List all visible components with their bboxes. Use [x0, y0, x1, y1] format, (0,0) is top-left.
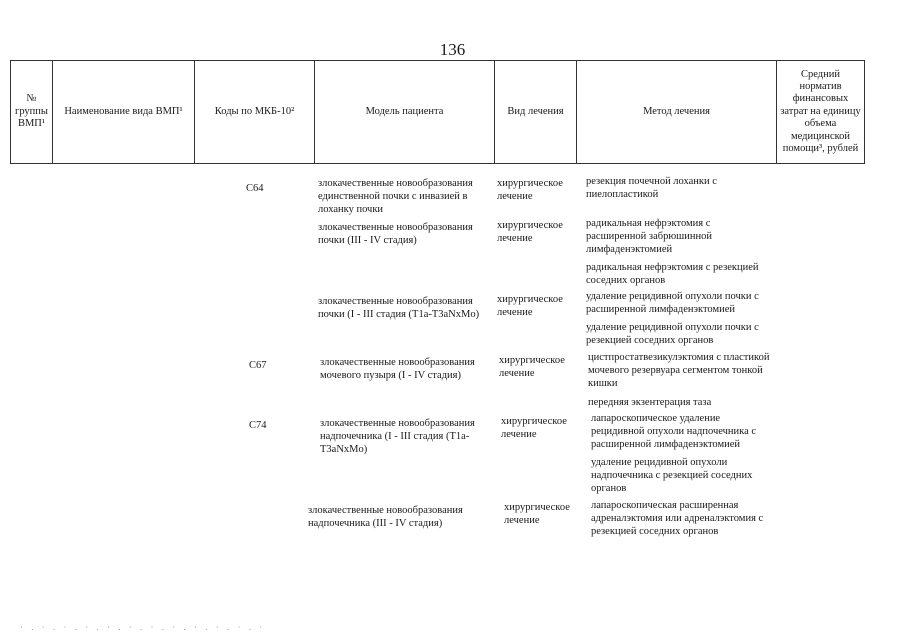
scan-noise: · . · . · . · . · . · . · . · . · . · . · . ·: [20, 622, 266, 632]
header-patient-model: Модель пациента: [315, 61, 495, 164]
header-cost-standard: Средний норматив финансовых затрат на единицу объема медицинской помощи³, рублей: [777, 61, 865, 164]
treatment-type: хирургическое лечение: [499, 355, 565, 379]
header-group-number: № группы ВМП¹: [11, 61, 53, 164]
icd-code-c74: C74: [249, 420, 267, 431]
treatment-method: удаление рецидивной опухоли почки с резекцией соседних органов: [586, 322, 759, 346]
treatment-type: хирургическое лечение: [501, 416, 567, 440]
patient-model: злокачественные новообразования надпочечника (I - III стадия (T1a-T3aNxMo): [320, 418, 475, 455]
icd-code-c64: C64: [246, 183, 264, 194]
treatment-method: удаление рецидивной опухоли надпочечника с резекцией соседних органов: [591, 457, 753, 494]
patient-model: злокачественные новообразования почки (I - III стадия (T1a-T3aNxMo): [318, 296, 480, 320]
treatment-method: радикальная нефрэктомия с расширенной забрюшинной лимфаденэктомией: [586, 218, 712, 255]
patient-model: злокачественные новообразования мочевого пузыря (I - IV стадия): [320, 357, 475, 381]
treatment-type: хирургическое лечение: [497, 294, 563, 318]
patient-model: злокачественные новообразования единственной почки с инвазией в лоханку почки: [318, 178, 473, 215]
treatment-method: резекция почечной лоханки с пиелопластикой: [586, 176, 717, 200]
treatment-method: удаление рецидивной опухоли почки с расширенной лимфаденэктомией: [586, 291, 759, 315]
table-header: [10, 60, 865, 164]
header-icd-codes: Коды по МКБ-10²: [195, 61, 315, 164]
header-vmp-name: Наименование вида ВМП¹: [53, 61, 195, 164]
treatment-method: лапароскопическое удаление рецидивной опухоли надпочечника с расширенной лимфаденэктомией: [591, 413, 757, 450]
patient-model: злокачественные новообразования надпочечника (III - IV стадия): [308, 505, 463, 529]
treatment-type: хирургическое лечение: [497, 220, 563, 244]
treatment-type: хирургическое лечение: [504, 502, 570, 526]
treatment-method: передняя экзентерация таза: [588, 397, 712, 408]
treatment-method: лапароскопическая расширенная адреналэктомия или адреналэктомия с резекцией соседних органов: [591, 500, 764, 537]
treatment-type: хирургическое лечение: [497, 178, 563, 202]
page-number: 136: [439, 40, 466, 59]
header-treatment-method: Метод лечения: [577, 61, 777, 164]
header-treatment-type: Вид лечения: [495, 61, 577, 164]
icd-code-c67: C67: [249, 360, 267, 371]
patient-model: злокачественные новообразования почки (III - IV стадия): [318, 222, 473, 246]
treatment-method: цистпростатвезикулэктомия с пластикой мочевого резервуара сегментом тонкой кишки: [588, 352, 770, 389]
treatment-method: радикальная нефрэктомия с резекцией соседних органов: [586, 262, 759, 286]
